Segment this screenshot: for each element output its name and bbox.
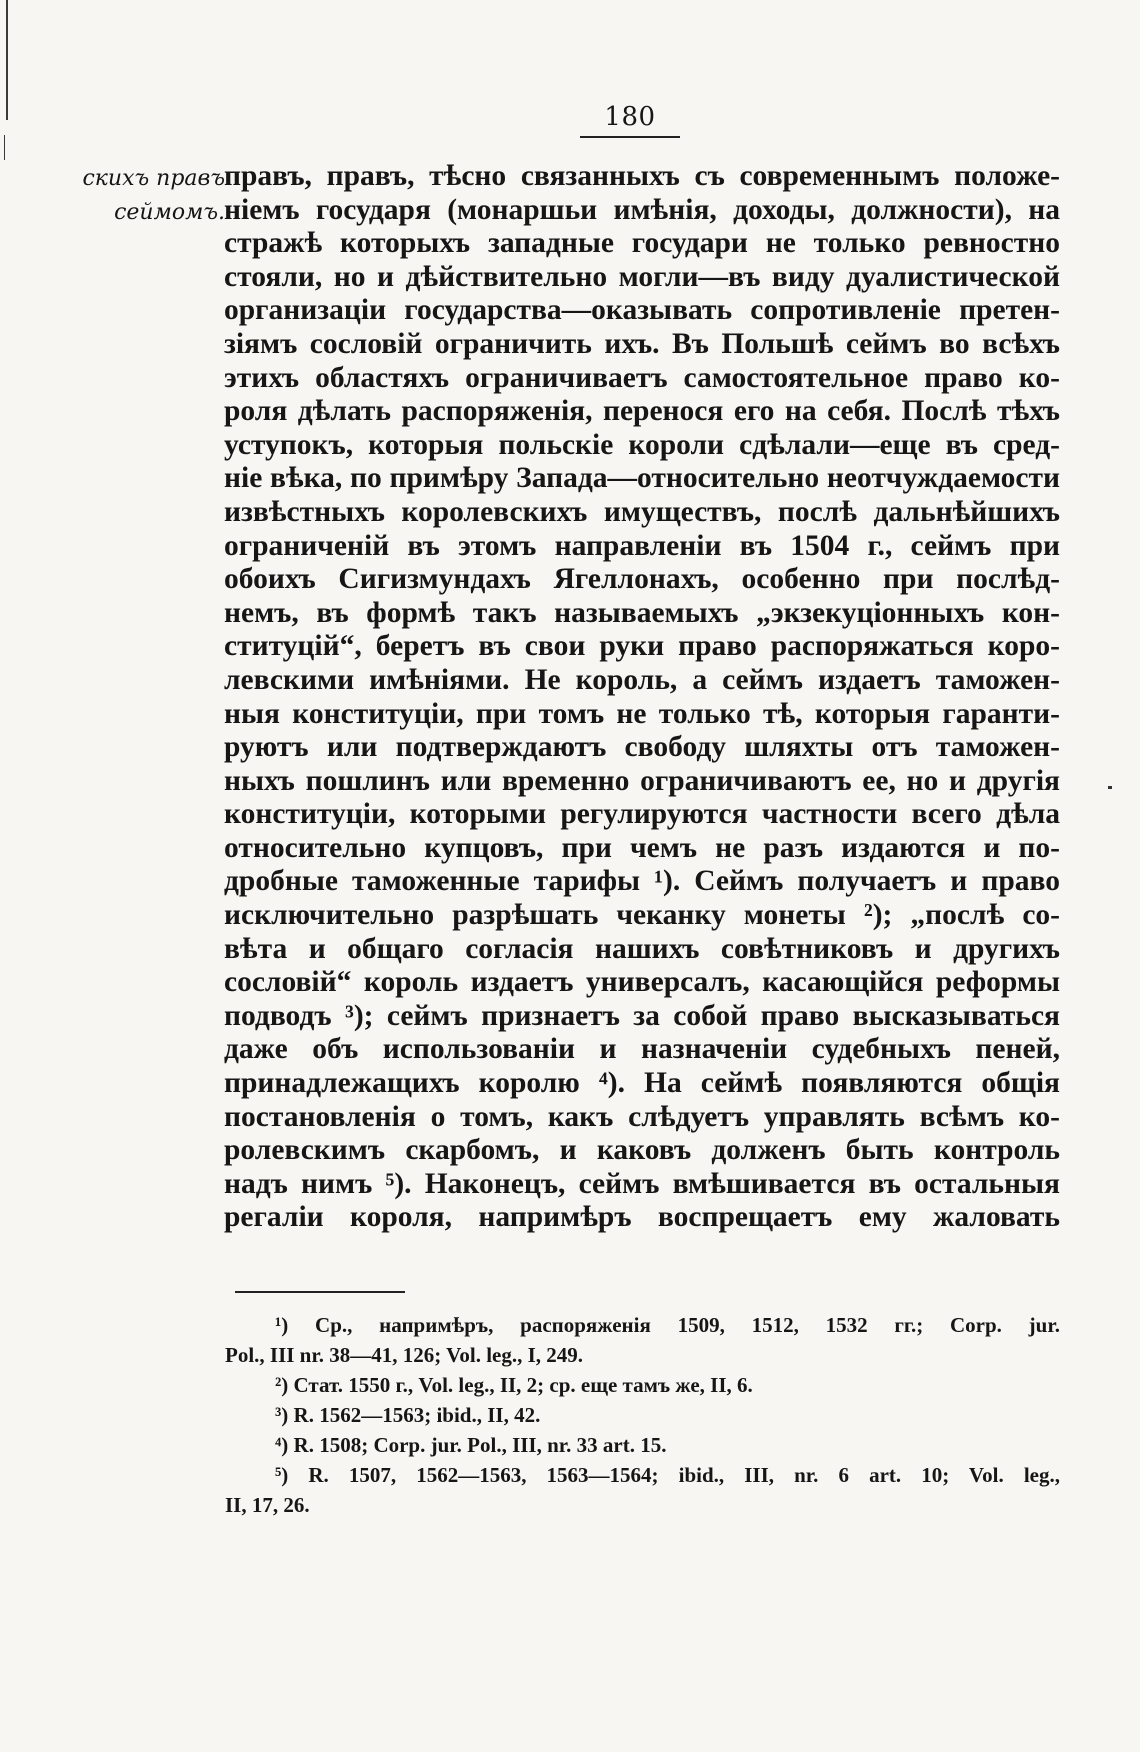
footnotes-block — [225, 1310, 1060, 1520]
text-line: организаціи государства—оказывать сопротивленіе претен- — [224, 294, 1060, 327]
footnote-line: ³) R. 1562—1563; ibid., II, 42. — [275, 1403, 541, 1427]
text-line: извѣстныхъ королевскихъ имуществъ, послѣ дальнѣйшихъ — [224, 495, 1060, 528]
text-line: регаліи короля, напримѣръ воспрещаетъ ему жаловать — [224, 1201, 1060, 1234]
text-line: ніе вѣка, по примѣру Запада—относительно неотчуждаемости — [224, 462, 1060, 495]
page-speck — [1108, 786, 1112, 789]
text-line: относительно купцовъ, при чемъ не разъ издаются и по- — [224, 831, 1060, 864]
text-line: даже объ использованіи и назначеніи судебныхъ пеней, — [224, 1033, 1060, 1066]
page-number-rule — [580, 136, 680, 138]
footnote-rule — [235, 1291, 405, 1293]
text-line: ролевскимъ скарбомъ, и каковъ долженъ быть контроль — [224, 1134, 1060, 1167]
text-line: ныя конституціи, при томъ не только тѣ, которыя гаранти- — [224, 697, 1060, 730]
binding-edge-line — [4, 135, 5, 160]
text-line: правъ, правъ, тѣсно связанныхъ съ современнымъ положе- — [224, 160, 1060, 192]
footnote-line: ²) Стат. 1550 г., Vol. leg., II, 2; ср. еще тамъ же, II, 6. — [275, 1373, 753, 1397]
text-line: стражѣ которыхъ западные государи не только ревностно — [224, 227, 1060, 260]
text-line: роля дѣлать распоряженія, перенося его на себя. Послѣ тѣхъ — [224, 395, 1060, 428]
margin-note: скихъ правъ — [82, 166, 225, 191]
text-line: немъ, въ формѣ такъ называемыхъ „экзекуціонныхъ кон- — [224, 596, 1060, 629]
footnote-line: II, 17, 26. — [225, 1493, 310, 1517]
text-line: сословій“ король издаетъ универсалъ, касающійся реформы — [224, 966, 1060, 999]
text-line: ституцій“, беретъ въ свои руки право распоряжаться коро- — [224, 630, 1060, 663]
text-line: уступокъ, которыя польскіе короли сдѣлали—еще въ сред- — [224, 428, 1060, 461]
text-line: подводъ ³); сеймъ признаетъ за собой право высказываться — [224, 999, 1060, 1032]
text-line: вѣта и общаго согласія нашихъ совѣтниковъ и другихъ — [224, 932, 1060, 965]
margin-note: сеймомъ. — [114, 200, 225, 225]
text-line: ніемъ государя (монаршьи имѣнія, доходы, должности), на — [224, 193, 1060, 226]
text-line: исключительно разрѣшать чеканку монеты ²); „послѣ со- — [224, 899, 1060, 932]
text-line: принадлежащихъ королю ⁴). На сеймѣ появляются общія — [224, 1067, 1060, 1100]
text-line: левскими имѣніями. Не король, а сеймъ издаетъ таможен- — [224, 663, 1060, 696]
text-line: ныхъ пошлинъ или временно ограничиваютъ ее, но и другія — [224, 764, 1060, 797]
page-number: 180 — [604, 102, 656, 132]
binding-edge-line — [6, 0, 8, 120]
text-line: надъ нимъ ⁵). Наконецъ, сеймъ вмѣшивается въ остальныя — [224, 1167, 1060, 1200]
text-line: стояли, но и дѣйствительно могли—въ виду дуалистической — [224, 260, 1060, 293]
footnote-line: ⁵) R. 1507, 1562—1563, 1563—1564; ibid., III, nr. 6 art. 10; Vol. leg., — [275, 1463, 1060, 1487]
text-line: зіямъ сословій ограничить ихъ. Въ Польшѣ сеймъ во всѣхъ — [224, 327, 1060, 360]
footnote-line: ¹) Ср., напримѣръ, распоряженія 1509, 1512, 1532 гг.; Corp. jur. — [275, 1313, 1060, 1337]
text-line: постановленія о томъ, какъ слѣдуетъ управлять всѣмъ ко- — [224, 1100, 1060, 1133]
text-line: ограниченій въ этомъ направленіи въ 1504 г., сеймъ при — [224, 529, 1060, 562]
text-line: руютъ или подтверждаютъ свободу шляхты отъ таможен- — [224, 731, 1060, 764]
footnote-line: Pol., III nr. 38—41, 126; Vol. leg., I, 249. — [225, 1343, 584, 1367]
main-text-block — [224, 160, 1060, 1235]
footnote-line: ⁴) R. 1508; Corp. jur. Pol., III, nr. 33 art. 15. — [275, 1433, 667, 1457]
text-line: конституціи, которыми регулируются частности всего дѣла — [224, 798, 1060, 831]
text-line: этихъ областяхъ ограничиваетъ самостоятельное право ко- — [224, 361, 1060, 394]
text-line: дробные таможенные тарифы ¹). Сеймъ получаетъ и право — [224, 865, 1060, 898]
text-line: обоихъ Сигизмундахъ Ягеллонахъ, особенно при послѣд- — [224, 563, 1060, 596]
